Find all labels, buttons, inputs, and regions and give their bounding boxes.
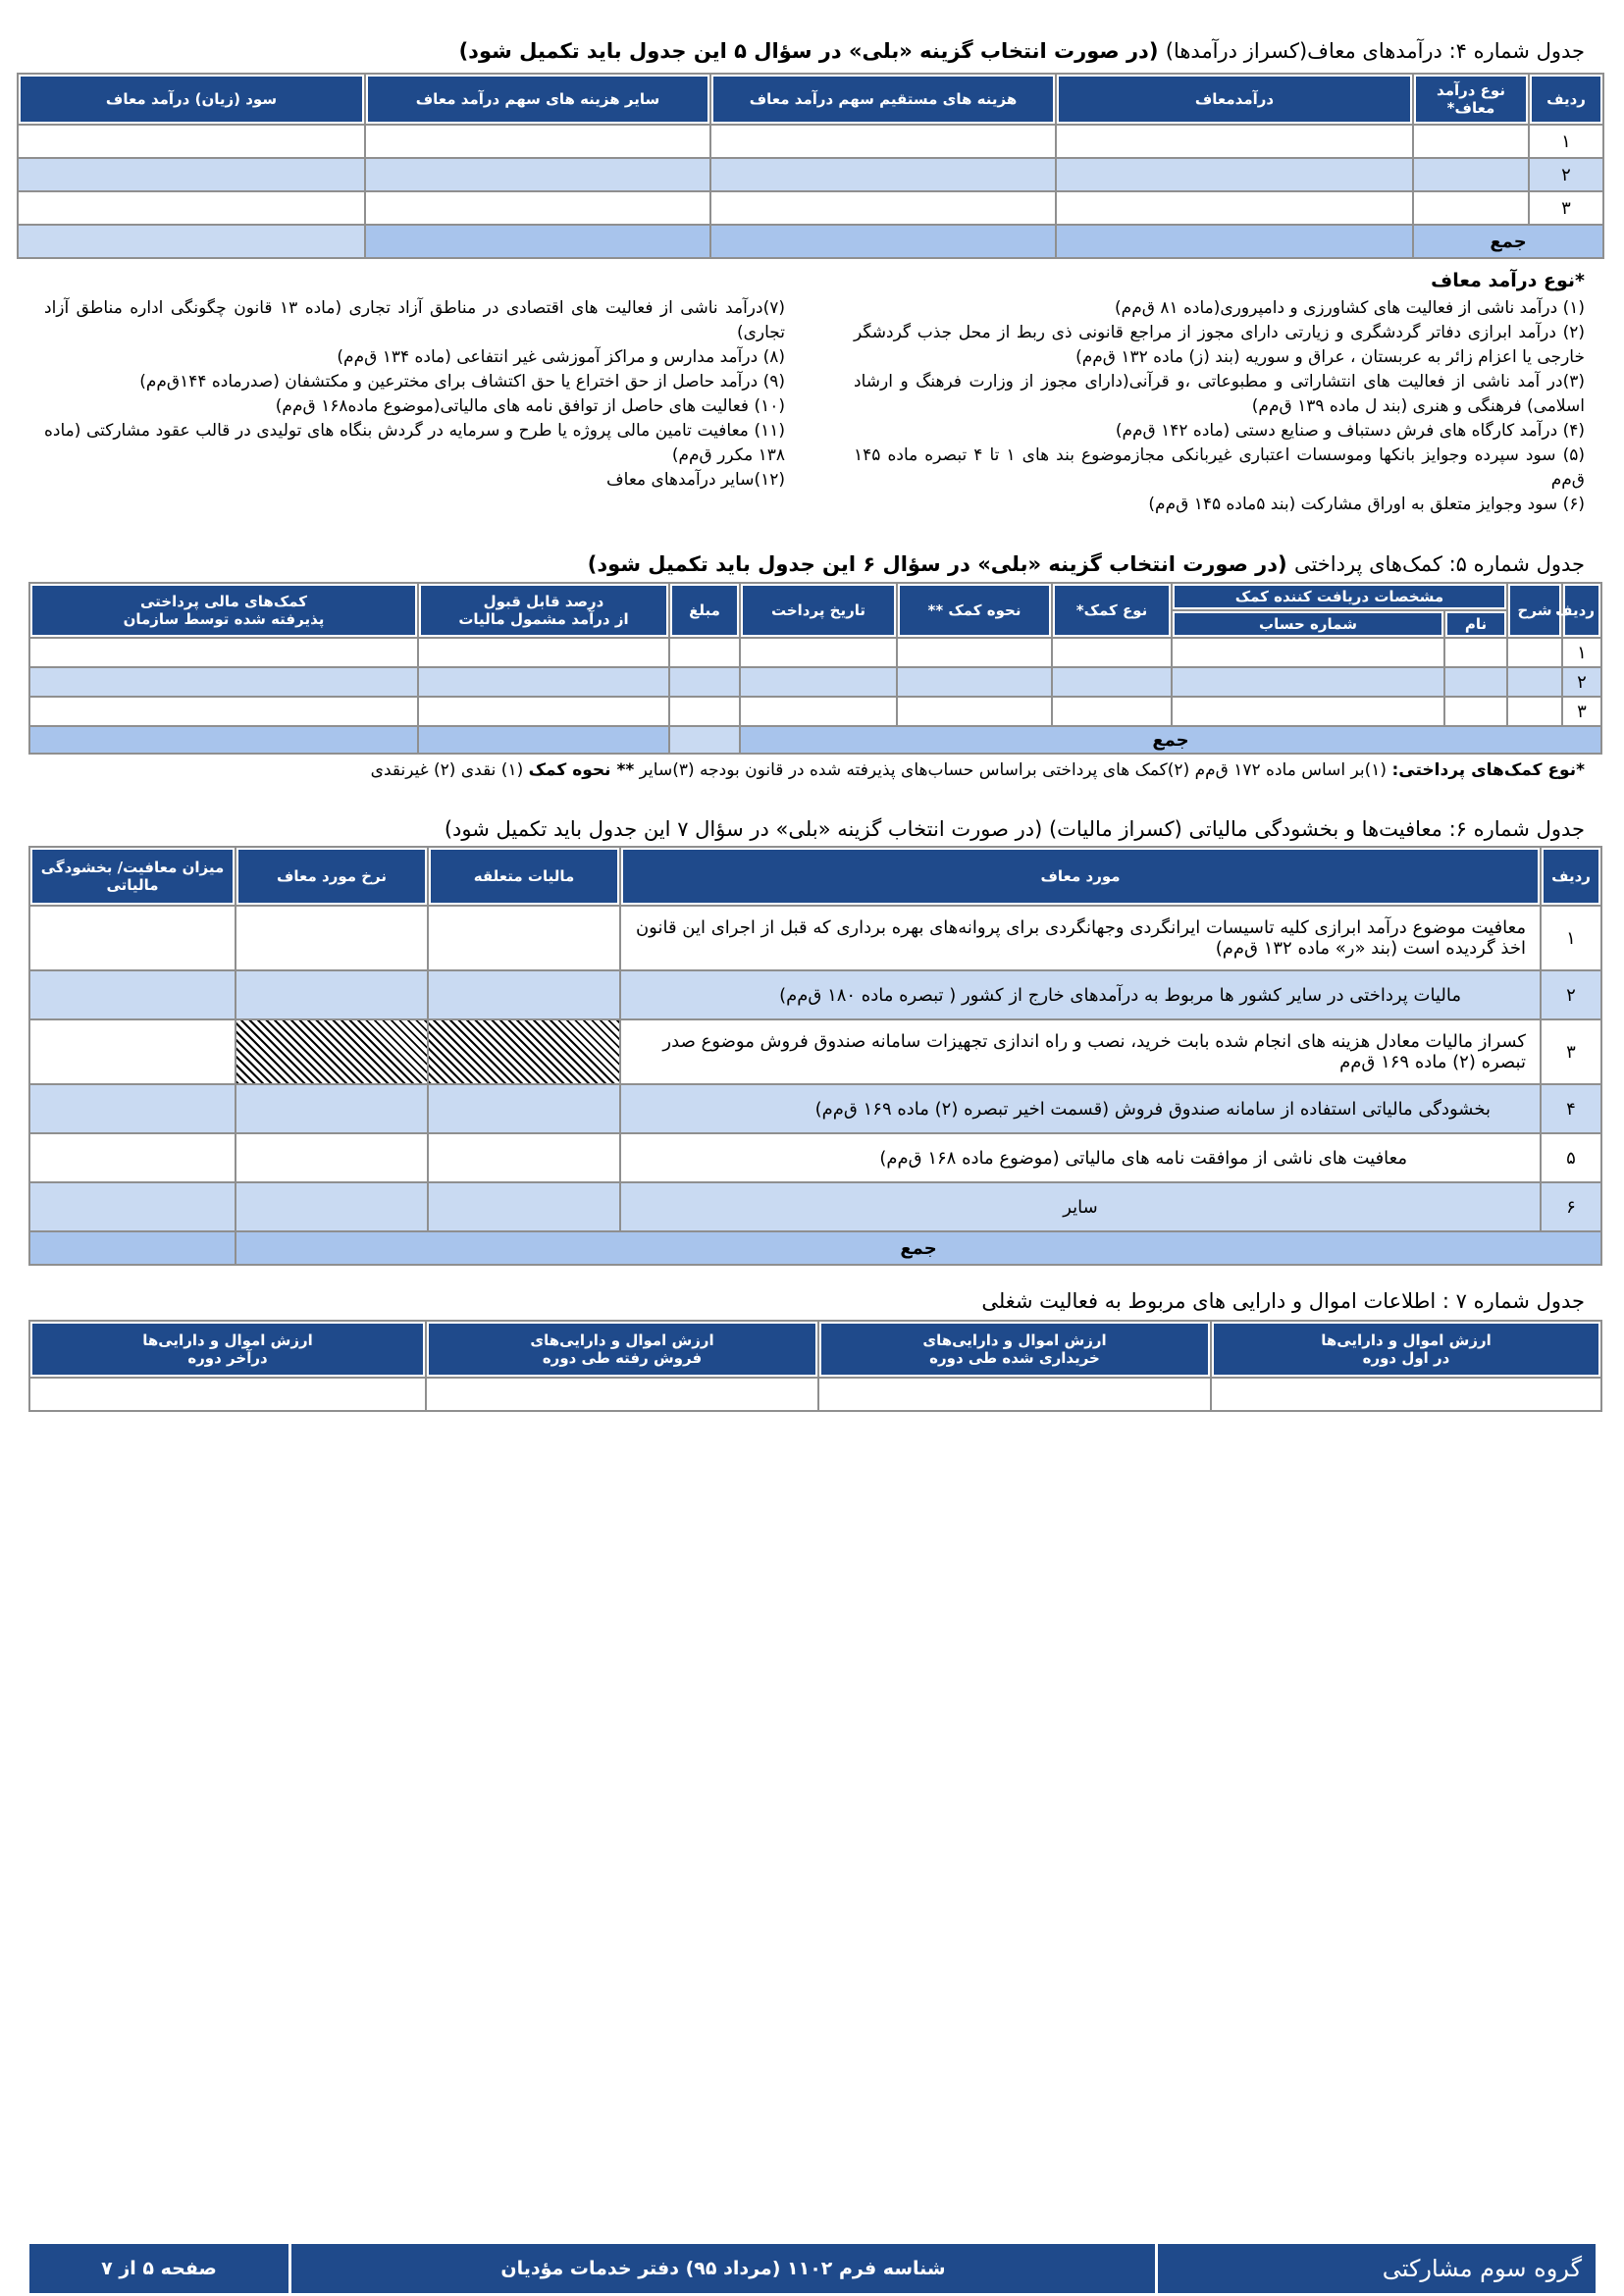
aid-type-text: (۱)بر اساس ماده ۱۷۲ ق‌م‌م (۲)کمک های پرداختی براساس حساب‌های پذیرفته شده در قانون بودجه (۳)سایر [634, 760, 1392, 780]
table6-hatched-cell [236, 1019, 428, 1084]
income-type-item: (۱۰) فعالیت های حاصل از توافق نامه های مالیاتی(موضوع ماده۱۶۸ ق‌م‌م) [275, 396, 785, 416]
table7-cell[interactable] [818, 1378, 1211, 1411]
table4-header-radif: ردیف [1529, 74, 1603, 125]
table4-row-number: ۱ [1529, 125, 1603, 158]
table5-header-percent [418, 583, 669, 638]
table4-cell[interactable] [710, 125, 1056, 158]
table5-cell[interactable] [1052, 697, 1172, 726]
table7-header-line1: ارزش اموال و دارایی‌های [922, 1331, 1107, 1349]
table5-cell[interactable] [1444, 697, 1507, 726]
aid-method-label: ** نحوه کمک [528, 760, 635, 780]
table7-header-start [1211, 1321, 1601, 1378]
table5-cell[interactable] [1052, 638, 1172, 667]
table5-footnote [371, 760, 1585, 780]
table5-total-label: جمع [740, 726, 1601, 754]
table5-cell[interactable] [669, 667, 740, 697]
table6-row-text: مالیات پرداختی در سایر کشور ها مربوط به درآمدهای خارج از کشور ( تبصره ماده ۱۸۰ ق‌م‌م) [620, 970, 1541, 1019]
table4-cell[interactable] [365, 191, 710, 225]
table4-row [18, 125, 1603, 158]
table6-cell[interactable] [428, 1133, 620, 1182]
table7-header-end [29, 1321, 426, 1378]
table5-total-cell[interactable] [29, 726, 418, 754]
table5-cell[interactable] [897, 697, 1052, 726]
table7-header-line2: در اول دوره [1362, 1349, 1450, 1367]
table4-header-direct-costs: هزینه های مستقیم سهم درآمد معاف [710, 74, 1056, 125]
table6-row [29, 1182, 1601, 1231]
income-type-item: (۷)درآمد ناشی از فعالیت های اقتصادی در مناطق آزاد تجاری (ماده ۱۳ قانون چگونگی اداره مناطق آزاد تجاری) [44, 298, 785, 342]
table5-header-percent-line2: از درآمد مشمول مالیات [458, 610, 629, 628]
table5-cell[interactable] [1172, 638, 1444, 667]
table5-header-recipient: مشخصات دریافت کننده کمک [1172, 583, 1507, 610]
table6-cell[interactable] [236, 1084, 428, 1133]
page-footer [29, 2244, 1596, 2293]
table6-hatched-cell [428, 1019, 620, 1084]
table6 [28, 846, 1602, 1266]
table6-header-item: مورد معاف [620, 847, 1541, 906]
table5-total-cell[interactable] [669, 726, 740, 754]
table4-header-other-costs: سایر هزینه های سهم درآمد معاف [365, 74, 710, 125]
table5-cell[interactable] [1172, 697, 1444, 726]
table7-header-line1: ارزش اموال و دارایی‌ها [142, 1331, 313, 1349]
table5-header-account: شماره حساب [1172, 610, 1444, 638]
table4-header-profit: سود (زیان) درآمد معاف [18, 74, 365, 125]
table6-row [29, 1084, 1601, 1133]
table6-row-text: بخشودگی مالیاتی استفاده از سامانه صندوق فروش (قسمت اخیر تبصره (۲) ماده ۱۶۹ ق‌م‌م) [620, 1084, 1541, 1133]
table6-row-number: ۲ [1541, 970, 1601, 1019]
table5-header-sharh: شرح [1507, 583, 1562, 638]
table5-header-accepted [29, 583, 418, 638]
table7-header-line1: ارزش اموال و دارایی‌ها [1321, 1331, 1492, 1349]
table6-title: جدول شماره ۶: معافیت‌ها و بخشودگی مالیاتی (کسراز مالیات) (در صورت انتخاب گزینه «بلی» در سؤال ۷ این جدول باید تکمیل شود) [444, 817, 1585, 841]
table6-header-radif: ردیف [1541, 847, 1601, 906]
income-type-item: (۱) درآمد ناشی از فعالیت های کشاورزی و دامپروری(ماده ۸۱ ق‌م‌م) [1115, 298, 1585, 318]
table5-header-percent-line1: درصد قابل قبول [483, 593, 604, 610]
table4-total-cell[interactable] [1056, 225, 1413, 258]
table6-cell[interactable] [29, 970, 236, 1019]
table5-cell[interactable] [29, 697, 418, 726]
table7-header-line2: فروش رفته طی دوره [542, 1349, 703, 1367]
income-type-item: (۸) درآمد مدارس و مراکز آموزشی غیر انتفاعی (ماده ۱۳۴ ق‌م‌م) [337, 347, 785, 367]
table4-title [459, 39, 1585, 63]
table6-row [29, 970, 1601, 1019]
table5-cell[interactable] [740, 697, 897, 726]
table5-row-number: ۱ [1562, 638, 1601, 667]
table4-cell[interactable] [1056, 191, 1413, 225]
income-type-item: (۴) درآمد کارگاه های فرش دستباف و صنایع دستی (ماده ۱۴۲ ق‌م‌م) [1115, 421, 1585, 441]
table5-cell[interactable] [897, 638, 1052, 667]
table6-row [29, 1133, 1601, 1182]
table5-cell[interactable] [1444, 638, 1507, 667]
income-types-heading: *نوع درآمد معاف [1431, 270, 1585, 291]
table6-total-label: جمع [236, 1231, 1601, 1265]
table5-cell[interactable] [1444, 667, 1507, 697]
table5-cell[interactable] [669, 638, 740, 667]
table4-cell[interactable] [1413, 158, 1529, 191]
table5-header-accepted-line1: کمک‌های مالی پرداختی [139, 593, 307, 610]
table5-row [29, 667, 1601, 697]
table7-header-line1: ارزش اموال و دارایی‌های [530, 1331, 714, 1349]
table4-cell[interactable] [1413, 125, 1529, 158]
table5-total-row [29, 726, 1601, 754]
table7 [28, 1320, 1602, 1412]
table7-cell[interactable] [426, 1378, 818, 1411]
table4-row [18, 191, 1603, 225]
table5-cell[interactable] [418, 697, 669, 726]
income-type-item: (۱۲)سایر درآمدهای معاف [606, 470, 785, 490]
table7-cell[interactable] [1211, 1378, 1601, 1411]
table4-title-condition: (در صورت انتخاب گزینه «بلی» در سؤال ۵ این جدول باید تکمیل شود) [458, 39, 1159, 63]
table6-cell[interactable] [29, 1182, 236, 1231]
table5-cell[interactable] [418, 667, 669, 697]
income-type-item: (۳)در آمد ناشی از فعالیت های انتشاراتی و مطبوعاتی ،و قرآنی(دارای مجوز از وزارت فرهنگ و ارشاد اسلامی) فرهنگی و هنری (بند ل ماده ۱۳۹ ق‌م‌م) [854, 372, 1585, 416]
table6-total-cell[interactable] [29, 1231, 236, 1265]
table5-title [588, 552, 1585, 576]
table7-header-line2: درآخر دوره [187, 1349, 268, 1367]
table5-header-radif: ردیف [1562, 583, 1601, 638]
table6-total-row [29, 1231, 1601, 1265]
table6-row [29, 906, 1601, 970]
table4-cell[interactable] [1056, 158, 1413, 191]
table6-cell[interactable] [236, 906, 428, 970]
income-types-left [44, 296, 785, 493]
table6-row-number: ۱ [1541, 906, 1601, 970]
footer-form-id: شناسه فرم ۱۱۰۲ (مرداد ۹۵) دفتر خدمات مؤدیان [288, 2244, 1155, 2293]
table5-row-number: ۲ [1562, 667, 1601, 697]
table6-cell[interactable] [428, 970, 620, 1019]
table6-cell[interactable] [29, 906, 236, 970]
table6-cell[interactable] [29, 1133, 236, 1182]
table5-row [29, 638, 1601, 667]
table4-cell[interactable] [18, 158, 365, 191]
table6-row-number: ۵ [1541, 1133, 1601, 1182]
income-type-item: (۵) سود سپرده وجوایز بانکها وموسسات اعتباری غیربانکی مجازموضوع بند های ۱ تا ۴ تبصره ماده ۱۴۵ ق‌م‌م [854, 445, 1585, 490]
income-type-item: (۶) سود وجوایز متعلق به اوراق مشارکت (بند ۵ماده ۱۴۵ ق‌م‌م) [1148, 495, 1585, 514]
table5-header-date: تاریخ پرداخت [740, 583, 897, 638]
table4-cell[interactable] [18, 191, 365, 225]
table4-total-row [18, 225, 1603, 258]
table5-header-method: نحوه کمک ** [897, 583, 1052, 638]
table5-cell[interactable] [29, 667, 418, 697]
footer-group: گروه سوم مشارکتی [1155, 2244, 1596, 2293]
table4-total-cell[interactable] [18, 225, 365, 258]
table5-cell[interactable] [897, 667, 1052, 697]
table5-title-condition: (در صورت انتخاب گزینه «بلی» در سؤال ۶ این جدول باید تکمیل شود) [587, 552, 1287, 576]
table6-row-text: معافیت موضوع درآمد ابرازی کلیه تاسیسات ایرانگردی وجهانگردی برای پروانه‌های بهره برداری که قبل از اجرای این قانون اخذ گردیده است (بند «ر» ماده ۱۳۲ ق‌م‌م) [620, 906, 1541, 970]
table5-cell[interactable] [418, 638, 669, 667]
table7-row [29, 1378, 1601, 1411]
table4-cell[interactable] [365, 125, 710, 158]
table4-header-income: درآمدمعاف [1056, 74, 1413, 125]
table4-cell[interactable] [365, 158, 710, 191]
table6-cell[interactable] [29, 1019, 236, 1084]
table4-total-cell[interactable] [710, 225, 1056, 258]
table7-cell[interactable] [29, 1378, 426, 1411]
table4-row-number: ۲ [1529, 158, 1603, 191]
table5-cell[interactable] [1507, 667, 1562, 697]
table5-cell[interactable] [669, 697, 740, 726]
table5-header-accepted-line2: پذیرفته شده توسط سازمان [123, 610, 325, 628]
table7-header-purchased [818, 1321, 1211, 1378]
table6-cell[interactable] [428, 906, 620, 970]
table5-header-name: نام [1444, 610, 1507, 638]
footer-page-number: صفحه ۵ از ۷ [101, 2258, 217, 2279]
table5-header-amount: مبلغ [669, 583, 740, 638]
table5-total-cell[interactable] [418, 726, 669, 754]
table4-cell[interactable] [1056, 125, 1413, 158]
table6-row-text: کسراز مالیات معادل هزینه های انجام شده بابت خرید، نصب و راه اندازی تجهیزات سامانه صندوق فروش موضوع صدر تبصره (۲) ماده ۱۶۹ ق‌م‌م [620, 1019, 1541, 1084]
table6-row-number: ۶ [1541, 1182, 1601, 1231]
table6-cell[interactable] [236, 1133, 428, 1182]
table5-title-main: جدول شماره ۵: کمک‌های پرداختی [1293, 552, 1585, 576]
table4-title-main: جدول شماره ۴: درآمدهای معاف(کسراز درآمدها) [1165, 39, 1585, 63]
table6-cell[interactable] [428, 1182, 620, 1231]
aid-method-text: (۱) نقدی (۲) غیرنقدی [370, 760, 529, 780]
table6-header-exemption: میزان معافیت/ بخشودگی مالیاتی [29, 847, 236, 906]
table4-total-cell[interactable] [365, 225, 710, 258]
table6-row-number: ۳ [1541, 1019, 1601, 1084]
table4-cell[interactable] [710, 191, 1056, 225]
table4-row [18, 158, 1603, 191]
table5-cell[interactable] [1507, 697, 1562, 726]
table6-row-number: ۴ [1541, 1084, 1601, 1133]
table7-header-sold [426, 1321, 818, 1378]
income-type-item: (۲) درآمد ابرازی دفاتر گردشگری و زیارتی دارای مجوز از مراجع قانونی ذی ربط از محل جذب گردشگر خارجی یا اعزام زائر به عربستان ، عراق و سوریه (بند (ز) ماده ۱۳۲ ق‌م‌م) [854, 323, 1585, 367]
table5-cell[interactable] [740, 638, 897, 667]
table5-row-number: ۳ [1562, 697, 1601, 726]
table6-cell[interactable] [428, 1084, 620, 1133]
table4-total-label: جمع [1413, 225, 1603, 258]
table6-cell[interactable] [29, 1084, 236, 1133]
table6-row-text: سایر [620, 1182, 1541, 1231]
table6-row [29, 1019, 1601, 1084]
table4-header-type: نوع درآمد معاف* [1413, 74, 1529, 125]
table6-cell[interactable] [236, 1182, 428, 1231]
aid-type-label: *نوع کمک‌های پرداختی: [1391, 760, 1585, 780]
table6-header-rate: نرخ مورد معاف [236, 847, 428, 906]
table4-cell[interactable] [710, 158, 1056, 191]
table5-row [29, 697, 1601, 726]
table5-header-type: نوع کمک* [1052, 583, 1172, 638]
table5 [28, 582, 1602, 755]
table5-cell[interactable] [29, 638, 418, 667]
table7-header-line2: خریداری شده طی دوره [929, 1349, 1100, 1367]
table4-cell[interactable] [1413, 191, 1529, 225]
table5-cell[interactable] [740, 667, 897, 697]
income-type-item: (۱۱) معافیت تامین مالی پروژه یا طرح و سرمایه در گردش بنگاه های تولیدی در قالب عقود مشارکتی (ماده ۱۳۸ مکرر ق‌م‌م) [44, 421, 785, 465]
table4 [17, 73, 1604, 259]
table4-cell[interactable] [18, 125, 365, 158]
income-type-item: (۹) درآمد حاصل از حق اختراع یا حق اکتشاف برای مخترعین و مکتشفان (صدرماده ۱۴۴ق‌م‌م) [139, 372, 785, 391]
income-types-right [854, 296, 1585, 517]
table6-cell[interactable] [236, 970, 428, 1019]
table5-cell[interactable] [1507, 638, 1562, 667]
table7-title: جدول شماره ۷ : اطلاعات اموال و دارایی های مربوط به فعالیت شغلی [981, 1289, 1585, 1313]
table5-cell[interactable] [1172, 667, 1444, 697]
table5-cell[interactable] [1052, 667, 1172, 697]
table6-row-text: معافیت های ناشی از موافقت نامه های مالیاتی (موضوع ماده ۱۶۸ ق‌م‌م) [620, 1133, 1541, 1182]
table4-row-number: ۳ [1529, 191, 1603, 225]
table6-header-tax: مالیات متعلقه [428, 847, 620, 906]
